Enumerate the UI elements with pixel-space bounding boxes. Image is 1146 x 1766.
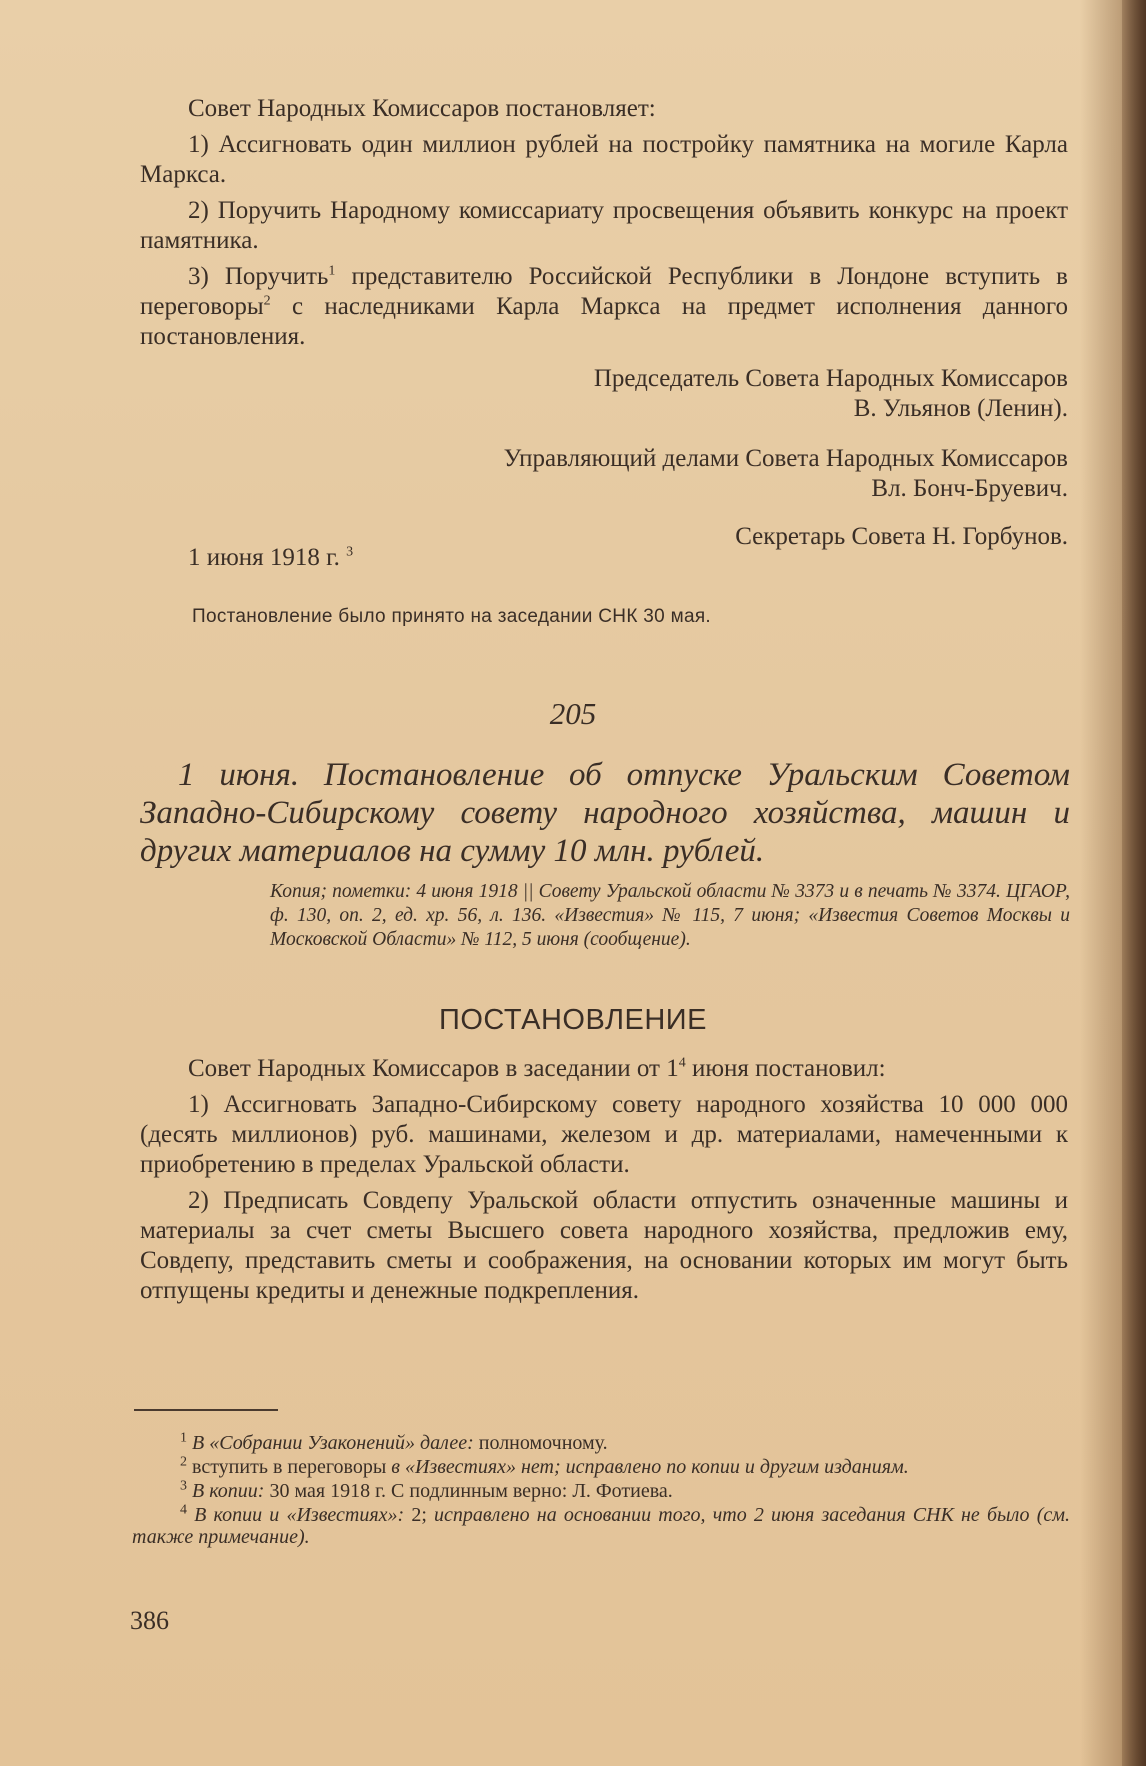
prior-item-3: 3) Поручить$^1$ представителю Российской Республики в Лондоне вступить в переговоры$^2$ с наследниками Карла Маркса на предмет исполнения данного постановления. <box>140 263 1068 350</box>
footnote-ref-2: 2 <box>263 293 271 309</box>
footnote-4: $^4$ В копии и «Известиях»: 2; исправлено на основании того, что 2 июня заседания СНК не было (см. также примечание). <box>132 1502 1070 1548</box>
signature-secretary: Секретарь Совета Н. Горбунов. <box>735 523 1068 550</box>
source-reference: Копия; пометки: 4 июня 1918 || Совету Уральской области № 3373 и в печать № 3374. ЦГАОР, ф. 130, оп. 2, ед. хр. 56, л. 136. «Известия» № 115, 7 июня; «Известия Советов Москвы и Московской Области» № 112, 5 июня (сообщение). <box>270 881 1071 950</box>
footnotes <box>132 1432 1070 1550</box>
footnote-ref-3: 3 <box>346 544 354 560</box>
resolution-item-2: 2) Предписать Совдепу Уральской области отпустить означенные машины и материалы за счет сметы Высшего совета народного хозяйства, предложив ему, Совдепу, представить сметы и соображения, на основании которых им могут быть отпущены кредиты и денежные подкрепления. <box>140 1187 1068 1304</box>
resolution-text <box>140 1054 1068 1312</box>
document-heading: 1 июня. Постановление об отпуске Уральским Советом Западно-Сибирскому совету народного хозяйства, машин и других материалов на сумму 10 млн. рублей. <box>140 757 1070 869</box>
prior-item-1: 1) Ассигновать один миллион рублей на постройку памятника на могиле Карла Маркса. <box>140 131 1068 188</box>
resolution-title: ПОСТАНОВЛЕНИЕ <box>439 1004 707 1036</box>
adoption-note: Постановление было принято на заседании СНК 30 мая. <box>192 606 711 627</box>
signature-chairman: Председатель Совета Народных Комиссаров В. Ульянов (Ленин). <box>593 365 1068 422</box>
prior-opening: Совет Народных Комиссаров постановляет: <box>188 95 656 122</box>
footnote-3: $^3$ В копии: 30 мая 1918 г. С подлинным верно: Л. Фотиева. <box>180 1478 673 1502</box>
book-spine-shadow <box>1122 0 1146 1766</box>
document-number: 205 <box>549 696 597 731</box>
page-number: 386 <box>130 1606 169 1635</box>
footnote-divider <box>134 1409 278 1411</box>
signature-manager: Управляющий делами Совета Народных Комиссаров Вл. Бонч-Бруевич. <box>503 445 1068 502</box>
resolution-opening: Совет Народных Комиссаров в заседании от $1^4$ июня постановил: <box>188 1055 886 1082</box>
footnote-1: $^1$ В «Собрании Узаконений» далее: полномочному. <box>180 1430 608 1454</box>
footnote-ref-1: 1 <box>328 263 336 279</box>
prior-item-2: 2) Поручить Народному комиссариату просвещения объявить конкурс на проект памятника. <box>140 197 1068 254</box>
prior-resolution-text <box>140 94 1068 358</box>
resolution-item-1: 1) Ассигновать Западно-Сибирскому совету народного хозяйства 10 000 000 (десять миллионов) руб. машинами, железом и др. материалами, намеченными к приобретению в пределах Уральской области. <box>140 1091 1068 1178</box>
footnote-2: $^2$ вступить в переговоры в «Известиях» нет; исправлено по копии и другим изданиям. <box>180 1454 909 1478</box>
footnote-ref-4: 4 <box>678 1055 686 1071</box>
document-date: 1 июня 1918 г. $^3$ <box>188 544 354 571</box>
